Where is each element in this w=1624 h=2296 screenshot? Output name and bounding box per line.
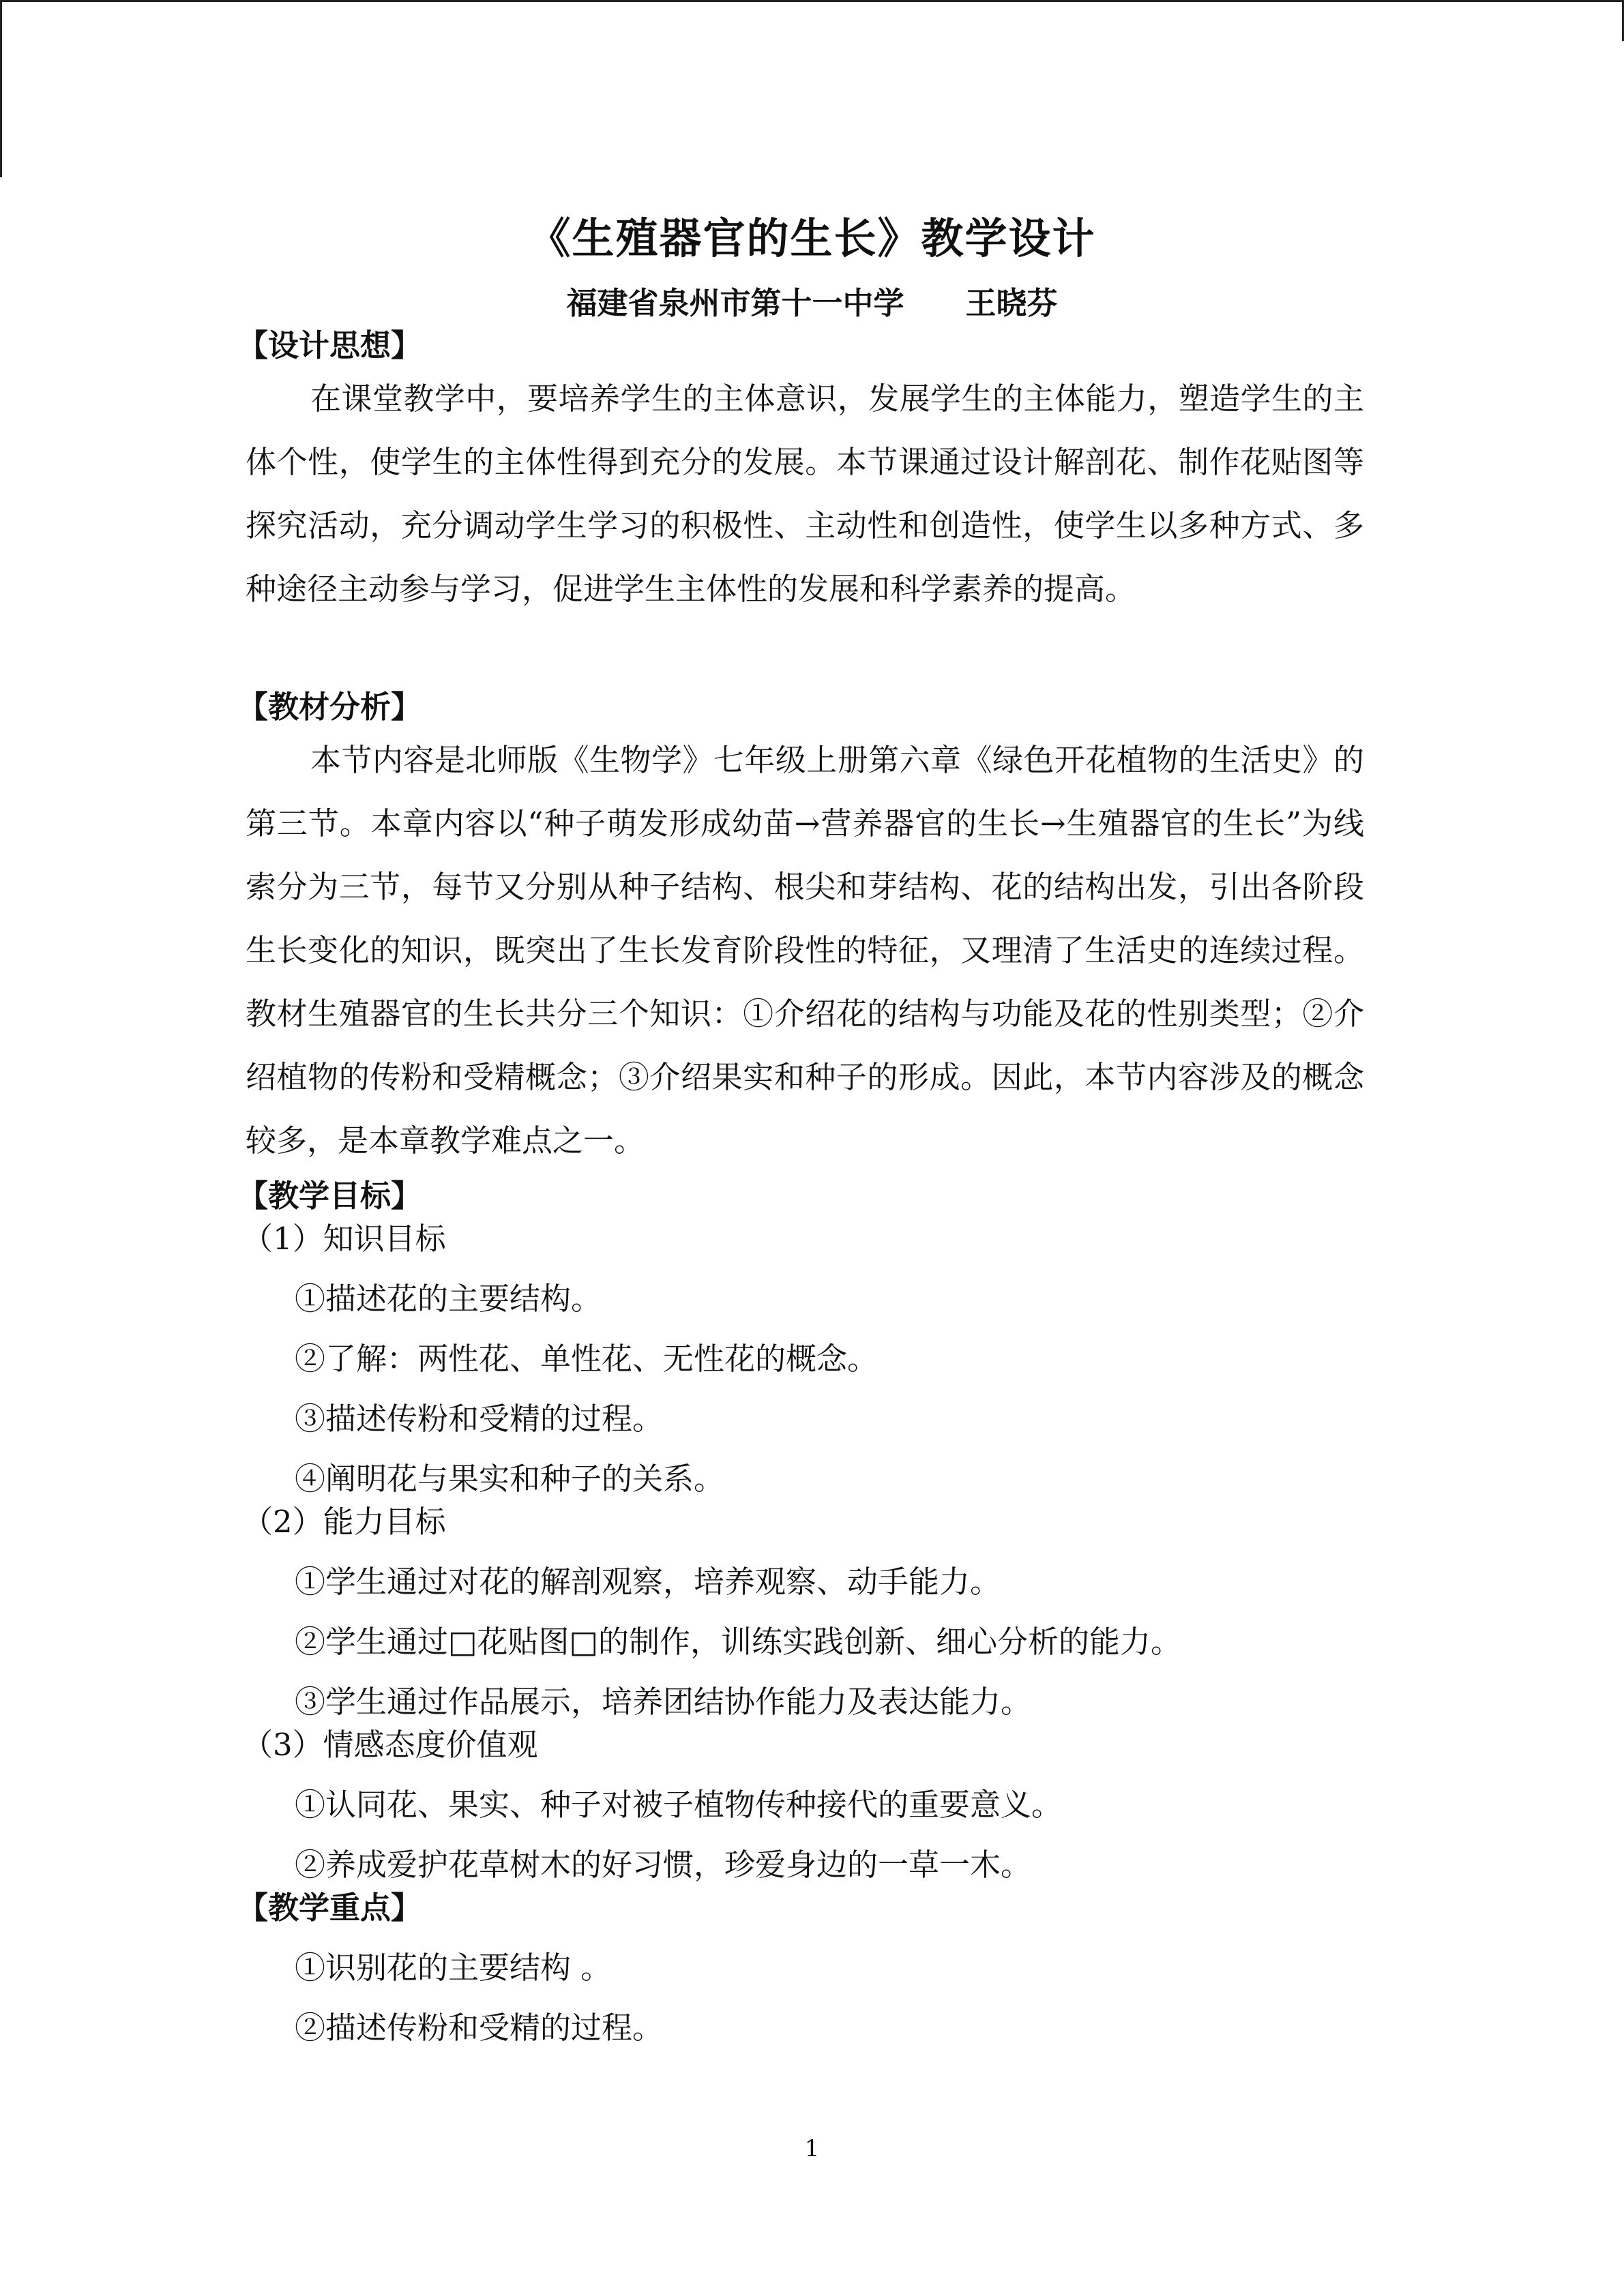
- document-title: 《生殖器官的生长》教学设计: [528, 213, 1096, 263]
- emotion-item-2: ②养成爱护花草树木的好习惯，珍爱身边的一草一木。: [295, 1847, 1032, 1883]
- knowledge-item-4: ④阐明花与果实和种子的关系。: [295, 1461, 725, 1497]
- author-school: 福建省泉州市第十一中学: [566, 285, 904, 321]
- heading-key-points: 【教学重点】: [237, 1890, 422, 1926]
- heading-design-idea: 【设计思想】: [237, 327, 422, 363]
- knowledge-item-3: ③描述传粉和受精的过程。: [295, 1401, 664, 1437]
- author-name: 王晓芬: [965, 285, 1058, 321]
- heading-material-analysis: 【教材分析】: [237, 689, 422, 725]
- heading-objectives: 【教学目标】: [237, 1178, 422, 1214]
- emotion-item-1: ①认同花、果实、种子对被子植物传种接代的重要意义。: [295, 1787, 1063, 1823]
- subhead-ability: （2）能力目标: [242, 1504, 446, 1540]
- page-border-left: [0, 0, 2, 177]
- ability-item-1: ①学生通过对花的解剖观察，培养观察、动手能力。: [295, 1564, 1001, 1600]
- subhead-knowledge: （1）知识目标: [242, 1221, 446, 1257]
- page-number: 1: [804, 2135, 820, 2162]
- paragraph-design-idea: 在课堂教学中，要培养学生的主体意识，发展学生的主体能力，塑造学生的主体个性，使学生的主体性得到充分的发展。本节课通过设计解剖花、制作花贴图等探究活动，充分调动学生学习的积极性、主动性和创造性，使学生以多种方式、多种途径主动参与学习，促进学生主体性的发展和科学素养的提高。: [246, 381, 1364, 607]
- paragraph-material-analysis: 本节内容是北师版《生物学》七年级上册第六章《绿色开花植物的生活史》的第三节。本章内容以“种子萌发形成幼苗→营养器官的生长→生殖器官的生长”为线索分为三节，每节又分别从种子结构、根尖和芽结构、花的结构出发，引出各阶段生长变化的知识，既突出了生长发育阶段性的特征，又理清了生活史的连续过程。教材生殖器官的生长共分三个知识：①介绍花的结构与功能及花的性别类型；②介绍植物的传粉和受精概念；③介绍果实和种子的形成。因此，本节内容涉及的概念较多，是本章教学难点之一。: [246, 742, 1364, 1159]
- author-line: [0, 280, 1624, 327]
- page-border-top: [0, 0, 1624, 2]
- knowledge-item-1: ①描述花的主要结构。: [295, 1281, 602, 1317]
- ability-item-2: ②学生通过□花贴图□的制作，训练实践创新、细心分析的能力。: [295, 1624, 1182, 1660]
- subhead-emotion: （3）情感态度价值观: [242, 1727, 538, 1763]
- key-point-item-2: ②描述传粉和受精的过程。: [295, 2010, 664, 2046]
- ability-item-3: ③学生通过作品展示，培养团结协作能力及表达能力。: [295, 1684, 1032, 1720]
- key-point-item-1: ①识别花的主要结构 。: [295, 1950, 612, 1986]
- knowledge-item-2: ②了解：两性花、单性花、无性花的概念。: [295, 1341, 879, 1377]
